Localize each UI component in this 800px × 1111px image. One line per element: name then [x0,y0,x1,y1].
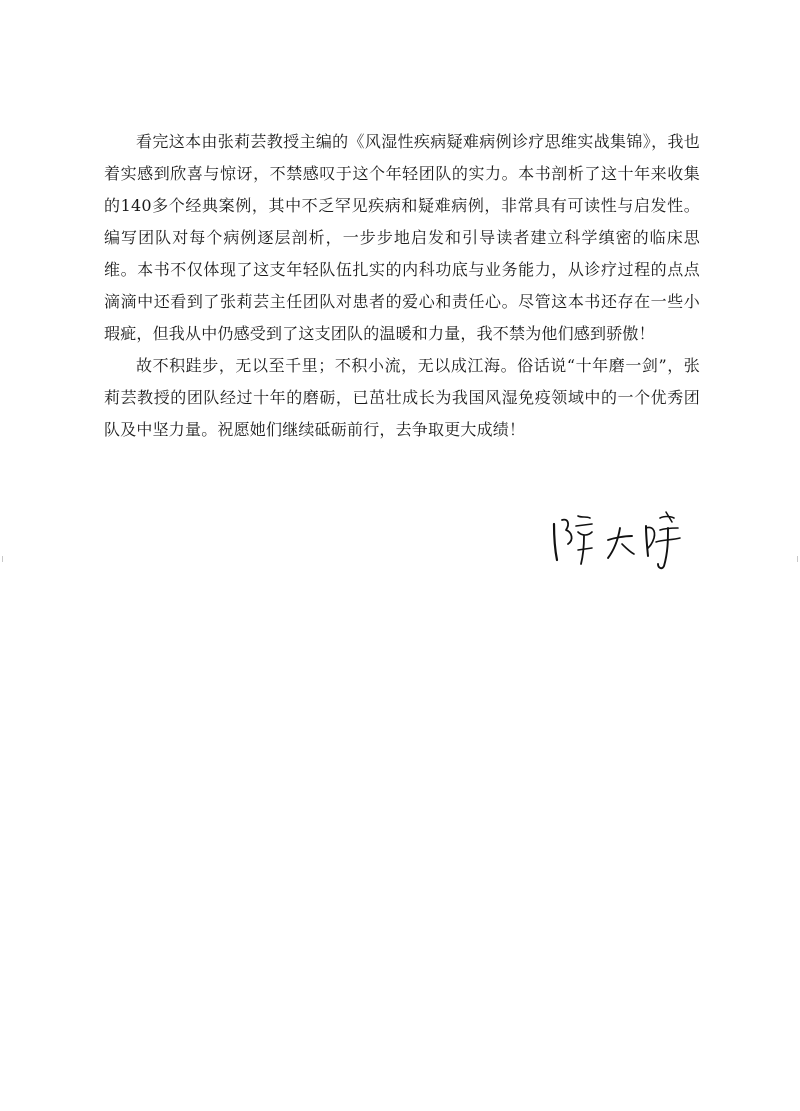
body-text [104,126,700,446]
right-edge-mark [797,556,798,562]
paragraph-1: 看完这本由张莉芸教授主编的《风湿性疾病疑难病例诊疗思维实战集锦》，我也着实感到欣喜与惊讶，不禁感叹于这个年轻团队的实力。本书剖析了这十年来收集的140多个经典案例，其中不乏罕见疾病和疑难病例，非常具有可读性与启发性。编写团队对每个病例逐层剖析，一步步地启发和引导读者建立科学缜密的临床思维。本书不仅体现了这支年轻队伍扎实的内科功底与业务能力，从诊疗过程的点点滴滴中还看到了张莉芸主任团队对患者的爱心和责任心。尽管这本书还存在一些小瑕疵，但我从中仍感受到了这支团队的温暖和力量，我不禁为他们感到骄傲！ [104,132,700,343]
paragraph-2: 故不积跬步，无以至千里；不积小流，无以成江海。俗话说“十年磨一剑”，张莉芸教授的团队经过十年的磨砺，已茁壮成长为我国风湿免疫领域中的一个优秀团队及中坚力量。祝愿她们继续砥砺前行，去争取更大成绩！ [104,356,700,439]
handwritten-signature-icon [548,506,698,576]
left-edge-mark [2,556,3,562]
